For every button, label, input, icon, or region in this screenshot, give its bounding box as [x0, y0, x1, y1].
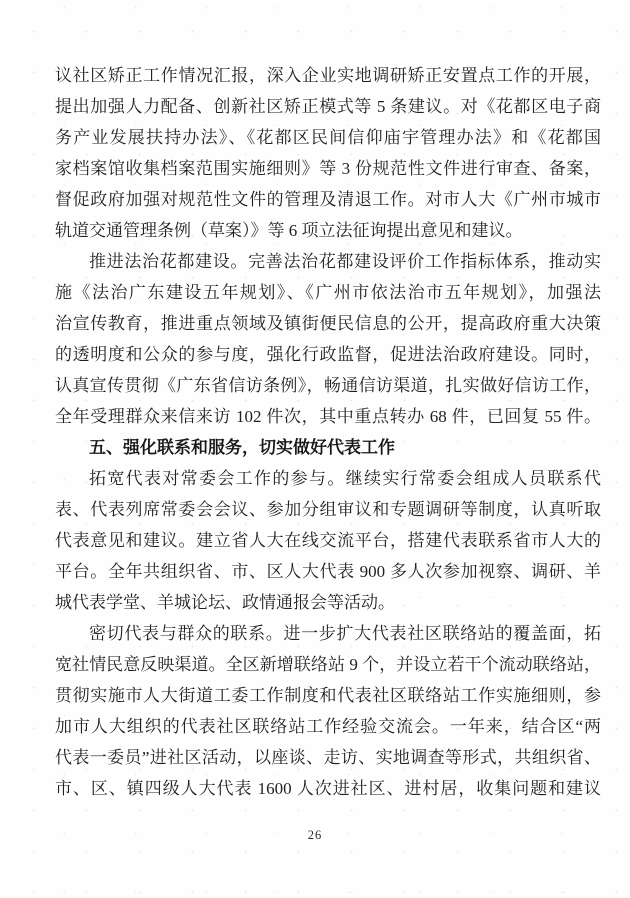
text-line: 认真宣传贯彻《广东省信访条例》，畅通信访渠道，扎实做好信访工作，	[55, 376, 601, 395]
text-line: 贯彻实施市人大街道工委工作制度和代表社区联络站工作实施细则，参	[55, 686, 601, 705]
text-line: 治宣传教育，推进重点领域及镇街便民信息的公开，提高政府重大决策	[55, 314, 601, 333]
paragraph	[55, 60, 601, 246]
text-line: 城代表学堂、羊城论坛、政情通报会等活动。	[55, 593, 395, 612]
text-line: 的透明度和公众的参与度，强化行政监督，促进法治政府建设。同时，	[55, 345, 601, 364]
paragraph	[55, 463, 601, 618]
text-line: 代表意见和建议。建立省人大在线交流平台，搭建代表联系省市人大的	[55, 531, 601, 550]
text-line: 轨道交通管理条例（草案）》等 6 项立法征询提出意见和建议。	[55, 221, 523, 240]
text-line: 拓宽代表对常委会工作的参与。继续实行常委会组成人员联系代	[89, 469, 601, 488]
text-line: 表、代表列席常委会会议、参加分组审议和专题调研等制度，认真听取	[55, 500, 601, 519]
text-line: 提出加强人力配备、创新社区矫正模式等 5 条建议。对《花都区电子商	[55, 97, 601, 116]
text-line: 市、区、镇四级人大代表 1600 人次进社区、进村居，收集问题和建议	[55, 779, 601, 798]
text-line: 议社区矫正工作情况汇报，深入企业实地调研矫正安置点工作的开展，	[55, 66, 601, 85]
text-line: 推进法治花都建设。完善法治花都建设评价工作指标体系，推动实	[89, 252, 601, 271]
text-line: 代表一委员”进社区活动，以座谈、走访、实地调查等形式，共组织省、	[55, 748, 601, 767]
text-line: 密切代表与群众的联系。进一步扩大代表社区联络站的覆盖面，拓	[89, 624, 601, 643]
document-body	[55, 60, 601, 804]
text-line: 平台。全年共组织省、市、区人大代表 900 多人次参加视察、调研、羊	[55, 562, 601, 581]
text-line: 务产业发展扶持办法》、《花都区民间信仰庙宇管理办法》和《花都国	[55, 128, 601, 147]
text-line: 施《法治广东建设五年规划》、《广州市依法治市五年规划》，加强法	[55, 283, 601, 302]
text-line: 宽社情民意反映渠道。全区新增联络站 9 个，并设立若干个流动联络站，	[55, 655, 601, 674]
page-number: 26	[307, 828, 323, 842]
text-line: 加市人大组织的代表社区联络站工作经验交流会。一年来，结合区“两	[55, 717, 601, 736]
paragraph	[55, 618, 601, 804]
text-line: 家档案馆收集档案范围实施细则》等 3 份规范性文件进行审查、备案，	[55, 159, 601, 178]
text-line: 督促政府加强对规范性文件的管理及清退工作。对市人大《广州市城市	[55, 190, 601, 209]
section-heading	[55, 432, 601, 463]
paragraph	[55, 246, 601, 432]
heading-line: 五、强化联系和服务，切实做好代表工作	[89, 438, 395, 457]
text-line: 全年受理群众来信来访 102 件次，其中重点转办 68 件，已回复 55 件。	[55, 407, 601, 426]
